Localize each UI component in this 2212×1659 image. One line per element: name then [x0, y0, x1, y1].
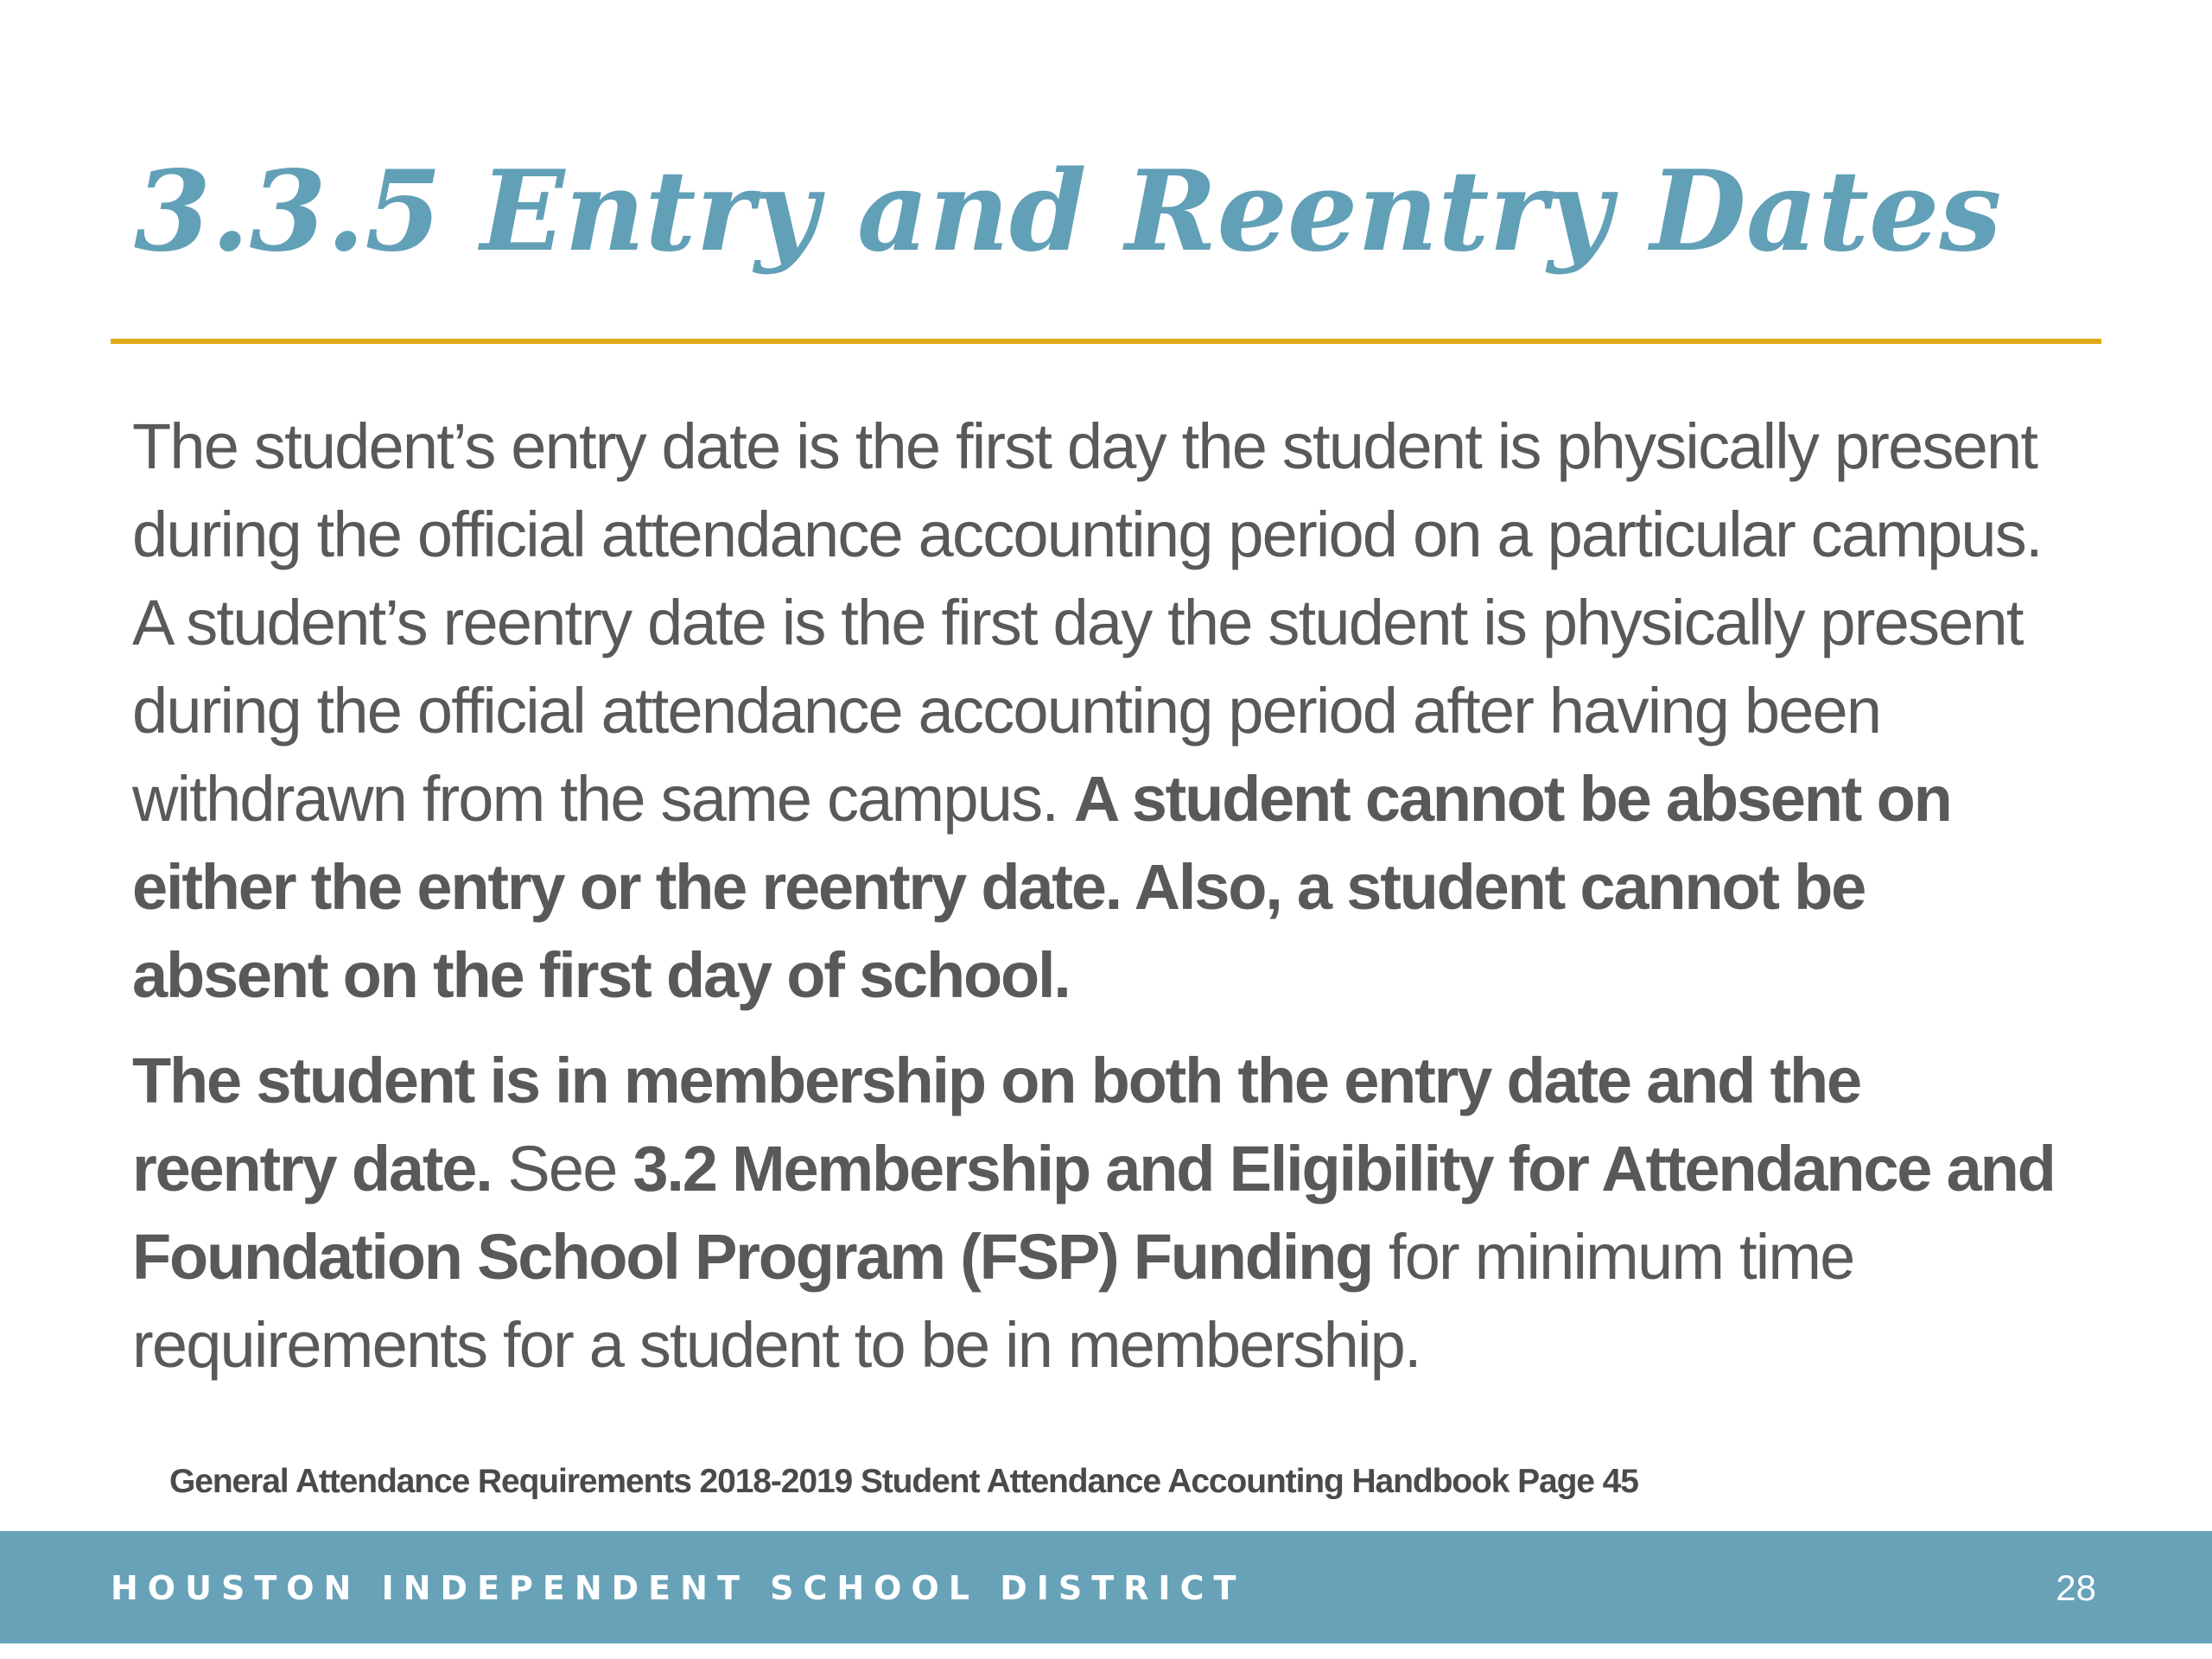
bold-text-run: reentry date.: [132, 1133, 492, 1205]
body-line: [132, 579, 2085, 667]
body-line: [132, 931, 2085, 1020]
bold-text-run: either the entry or the reentry date. Also, a student cannot be: [132, 851, 1866, 923]
page-number: 28: [2056, 1567, 2096, 1608]
text-run: during the official attendance accounting period after having been: [132, 675, 1881, 747]
slide-title: 3.3.5 Entry and Reentry Dates: [134, 147, 2002, 276]
text-run: for minimum time: [1372, 1221, 1854, 1293]
body-paragraph: [132, 403, 2085, 1020]
slide-body: [132, 403, 2085, 1389]
body-paragraph: [132, 1037, 2085, 1389]
bold-text-run: The student is in membership on both the entry date and the: [132, 1045, 1860, 1116]
text-run: See: [491, 1133, 633, 1205]
text-run: requirements for a student to be in membership.: [132, 1309, 1421, 1381]
text-run: during the official attendance accounting period on a particular campus.: [132, 499, 2042, 570]
body-line: [132, 843, 2085, 931]
source-citation: General Attendance Requirements 2018-2019 Student Attendance Accounting Handbook Page 45: [169, 1463, 1638, 1500]
body-line: [132, 403, 2085, 491]
bold-text-run: absent on the first day of school.: [132, 939, 1070, 1011]
text-run: The student’s entry date is the first day the student is physically present: [132, 410, 2037, 482]
body-line: [132, 1125, 2085, 1213]
body-line: [132, 1301, 2085, 1389]
bold-text-run: 3.2 Membership and Eligibility for Attendance and: [632, 1133, 2055, 1205]
bold-text-run: Foundation School Program (FSP) Funding: [132, 1221, 1373, 1293]
text-run: withdrawn from the same campus.: [132, 763, 1074, 835]
bold-text-run: A student cannot be absent on: [1073, 763, 1951, 835]
footer-bar: [0, 1531, 2212, 1643]
body-line: [132, 1213, 2085, 1301]
body-line: [132, 667, 2085, 755]
body-line: [132, 1037, 2085, 1125]
body-line: [132, 491, 2085, 579]
body-line: [132, 755, 2085, 843]
text-run: A student’s reentry date is the first day the student is physically present: [132, 587, 2023, 658]
district-name: HOUSTON INDEPENDENT SCHOOL DISTRICT: [111, 1569, 1246, 1607]
title-divider: [111, 339, 2101, 344]
